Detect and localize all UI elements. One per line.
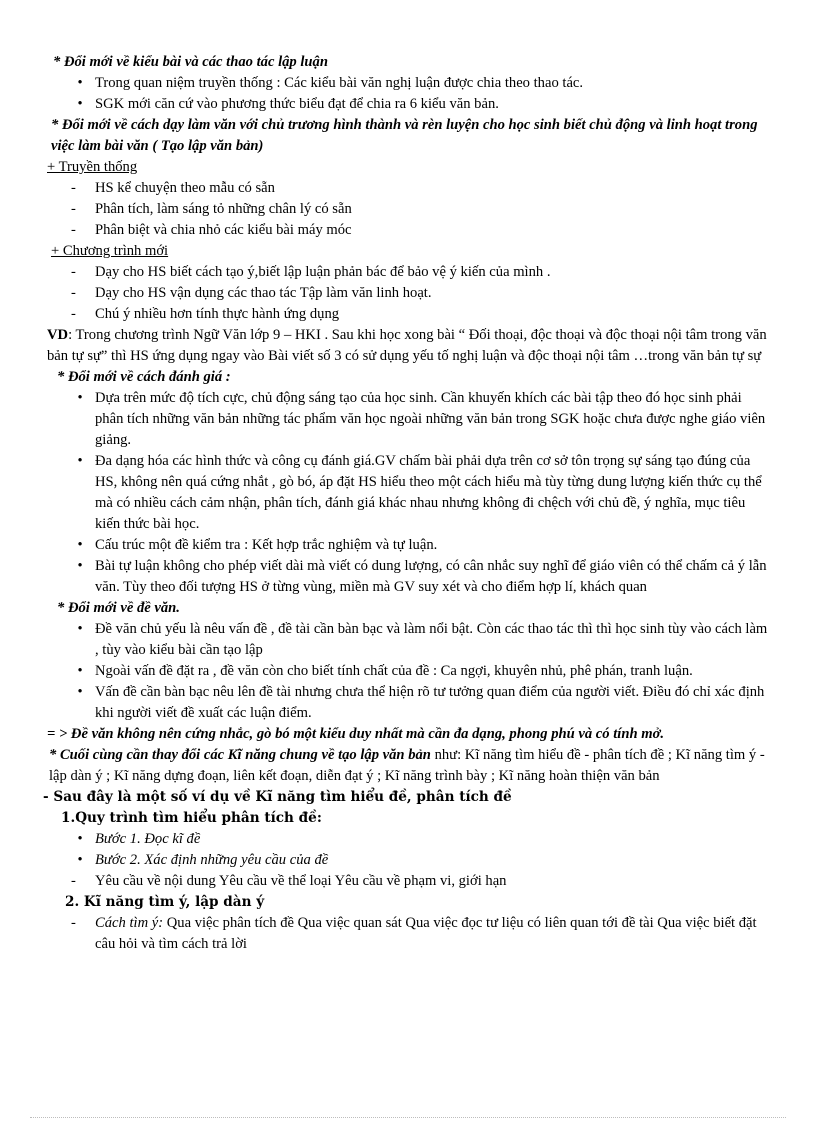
list-item: - Chú ý nhiều hơn tính thực hành ứng dụng: [47, 304, 769, 325]
list-item: • Bước 1. Đọc kĩ đề: [47, 829, 769, 850]
list-item: • Bài tự luận không cho phép viết dài mà viết có dung lượng, có cân nhắc suy nghĩ để giáo viên có thể chấm cả ý lẫn văn. Tùy theo đối tượng HS ở từng vùng, miền mà GV suy xét và cho điểm hợp lí, khách quan: [47, 556, 769, 598]
list-item: • Cấu trúc một đề kiểm tra : Kết hợp trắc nghiệm và tự luận.: [47, 535, 769, 556]
list-item: - Cách tìm ý: Qua việc phân tích đề Qua việc quan sát Qua việc đọc tư liệu có liên quan tới đề tài Qua việc biết đặt câu hỏi và tìm cách trả lời: [71, 915, 757, 952]
list-item: - HS kể chuyện theo mẫu có sẵn: [47, 178, 769, 199]
bullet-icon: •: [77, 390, 83, 406]
bullet-icon: •: [77, 537, 83, 553]
list-item: • Vấn đề cần bàn bạc nêu lên đề tài nhưng chưa thể hiện rõ tư tưởng quan điểm của người viết. Điều đó chỉ xác định khi người viết đề xuất các luận điểm.: [47, 682, 769, 724]
page-bottom-divider: [30, 1117, 786, 1118]
document-page: [43, 52, 769, 955]
list-item: - Dạy cho HS vận dụng các thao tác Tập làm văn linh hoạt.: [47, 283, 769, 304]
subsection-title-1: 1.Quy trình tìm hiểu phân tích đề:: [61, 810, 322, 826]
section-heading-lesson-types: * Đổi mới về kiểu bài và các thao tác lập luận: [53, 54, 328, 70]
subheading-new-program: + Chương trình mới: [51, 243, 169, 259]
bullet-icon: •: [77, 663, 83, 679]
dash-icon: -: [71, 264, 76, 280]
list-item: - Phân tích, làm sáng tỏ những chân lý có sẵn: [47, 199, 769, 220]
bullet-icon: •: [77, 96, 83, 112]
example-paragraph: VD: Trong chương trình Ngữ Văn lớp 9 – HKI . Sau khi học xong bài “ Đối thoại, độc thoại và độc thoại nội tâm trong văn bản tự sự” thì HS ứng dụng ngay vào Bài viết số 3 có sử dụng yếu tố nghị luận và độc thoại nội tâm …trong văn bản tự sự: [47, 327, 767, 364]
bullet-icon: •: [77, 558, 83, 574]
section-heading-essay-topic: * Đổi mới về đề văn.: [57, 600, 180, 616]
skills-paragraph: * Cuối cùng cần thay đổi các Kĩ năng chung về tạo lập văn bản như: Kĩ năng tìm hiểu đề - phân tích đề ; Kĩ năng tìm ý - lập dàn ý ; Kĩ năng dựng đoạn, liên kết đoạn, diễn đạt ý ; Kĩ năng trình bày ; Kĩ năng hoàn thiện văn bản: [49, 747, 765, 784]
bullet-icon: •: [77, 684, 83, 700]
dash-icon: -: [71, 915, 76, 931]
list-item: - Dạy cho HS biết cách tạo ý,biết lập luận phản bác để bảo vệ ý kiến của mình .: [47, 262, 769, 283]
list-item: • Trong quan niệm truyền thống : Các kiểu bài văn nghị luận được chia theo thao tác.: [47, 73, 769, 94]
examples-heading: - Sau đây là một số ví dụ về Kĩ năng tìm hiểu đề, phân tích đề: [43, 789, 512, 805]
dash-icon: -: [71, 222, 76, 238]
bullet-icon: •: [77, 831, 83, 847]
list-item: - Yêu cầu về nội dung Yêu cầu về thể loại Yêu cầu về phạm vi, giới hạn: [47, 871, 769, 892]
list-item: • Ngoài vấn đề đặt ra , đề văn còn cho biết tính chất của đề : Ca ngợi, khuyên nhủ, phê phán, tranh luận.: [47, 661, 769, 682]
dash-icon: -: [71, 285, 76, 301]
bullet-icon: •: [77, 453, 83, 469]
list-item: • Bước 2. Xác định những yêu cầu của đề: [47, 850, 769, 871]
subsection-title-2: 2. Kĩ năng tìm ý, lập dàn ý: [65, 894, 265, 910]
list-item: • Dựa trên mức độ tích cực, chủ động sáng tạo của học sinh. Cần khuyến khích các bài tập theo đó học sinh phải phân tích những văn bản những tác phẩm văn học ngoài những văn bản trong SGK hoặc chưa được nghe giáo viên giảng.: [47, 388, 769, 451]
list-item: • Đa dạng hóa các hình thức và công cụ đánh giá.GV chấm bài phải dựa trên cơ sở tôn trọng sự sáng tạo đúng của HS, không nên quá cứng nhắt , gò bó, áp đặt HS hiểu theo một cách hiểu mà tùy từng dung lượng kiến thức cụ thể mà có nhiều cách cảm nhận, phân tích, đánh giá khác nhau nhưng không đi chệch với chủ đề, ý nghĩa, mục tiêu kiến thức bài học.: [47, 451, 769, 535]
conclusion-paragraph: = > Đề văn không nên cứng nhắc, gò bó một kiểu duy nhất mà cần đa dạng, phong phú và có tính mở.: [47, 726, 665, 742]
list-item: • SGK mới căn cứ vào phương thức biểu đạt để chia ra 6 kiểu văn bản.: [47, 94, 769, 115]
section-heading-assessment: * Đổi mới về cách đánh giá :: [57, 369, 231, 385]
dash-icon: -: [71, 201, 76, 217]
dash-icon: -: [71, 873, 76, 889]
bullet-icon: •: [77, 621, 83, 637]
list-item: - Phân biệt và chia nhỏ các kiểu bài máy móc: [47, 220, 769, 241]
bullet-icon: •: [77, 852, 83, 868]
dash-icon: -: [71, 306, 76, 322]
list-item: • Đề văn chủ yếu là nêu vấn đề , đề tài cần bàn bạc và làm nổi bật. Còn các thao tác thì thì học sinh tùy vào cách làm , tùy vào kiểu bài cần tạo lập: [47, 619, 769, 661]
subheading-traditional: + Truyền thống: [47, 159, 138, 175]
dash-icon: -: [71, 180, 76, 196]
bullet-icon: •: [77, 75, 83, 91]
section-heading-teaching-method: * Đổi mới về cách dạy làm văn với chủ trương hình thành và rèn luyện cho học sinh biết chủ động và linh hoạt trong việc làm bài văn ( Tạo lập văn bản): [51, 117, 758, 154]
